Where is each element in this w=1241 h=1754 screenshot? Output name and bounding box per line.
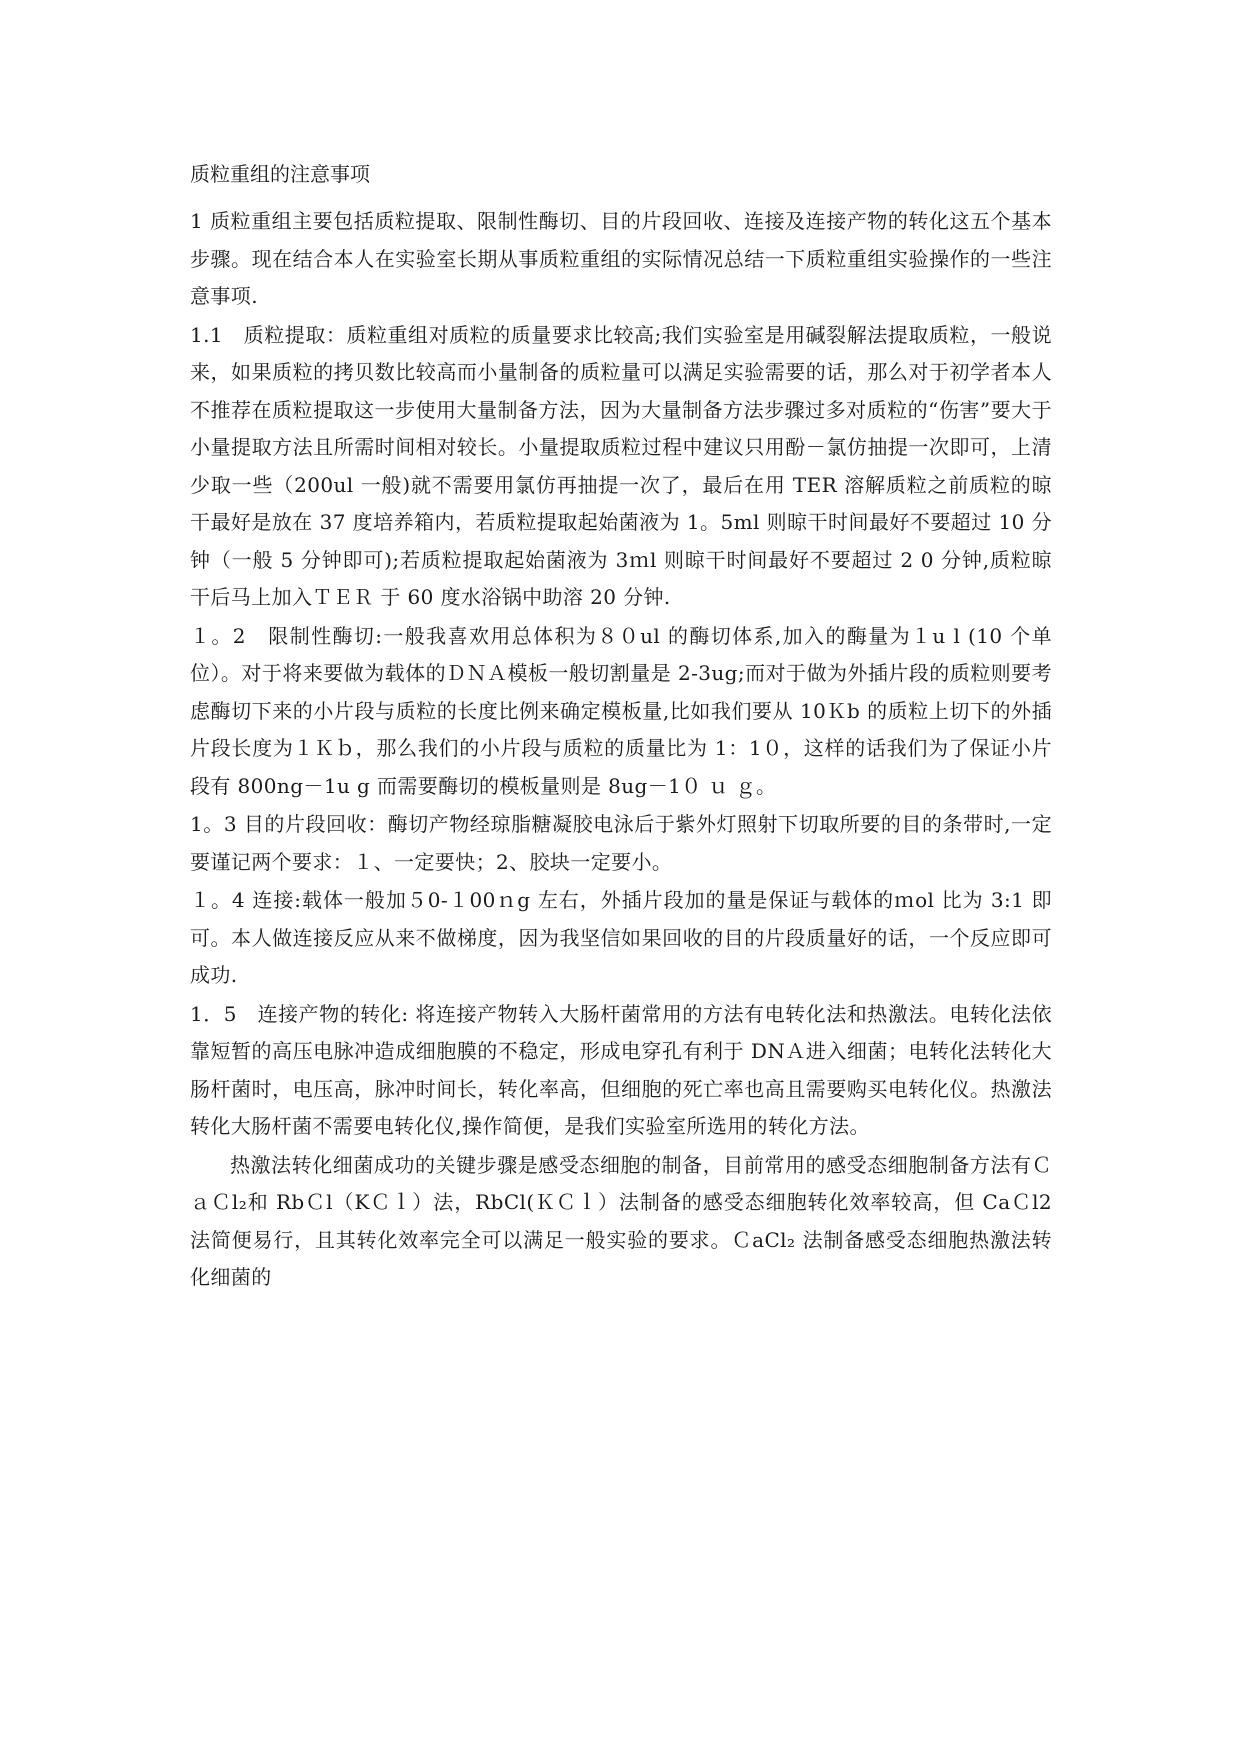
document-body <box>190 160 1052 1297</box>
document-title: 质粒重组的注意事项 <box>190 162 370 186</box>
paragraph-intro: 1 质粒重组主要包括质粒提取、限制性酶切、目的片段回收、连接及连接产物的转化这五个基本步骤。现在结合本人在实验室长期从事质粒重组的实际情况总结一下质粒重组实验操作的一些注意事项. <box>190 209 1052 308</box>
paragraph-restriction-digestion: １。2 限制性酶切:一般我喜欢用总体积为８０ul 的酶切体系,加入的酶量为１u l (10 个单位）。对于将来要做为载体的ＤＮＡ模板一般切割量是 2-3ug;而对于做为外插片段的质粒则要考虑酶切下来的小片段与质粒的长度比例来确定模板量,比如我们要从 10Ｋb 的质粒上切下的外插片段长度为１Ｋｂ，那么我们的小片段与质粒的质量比为 1：1０，这样的话我们为了保证小片段有 800ng－1u g 而需要酶切的模板量则是 8ug－1０ ｕ ｇ。 <box>190 623 1052 798</box>
paragraph-heat-shock: 热激法转化细菌成功的关键步骤是感受态细胞的制备，目前常用的感受态细胞制备方法有ＣａＣl₂和 RbＣl（KＣｌ）法，RbCl(ＫＣｌ）法制备的感受态细胞转化效率较高，但 CaＣl2 法简便易行，且其转化效率完全可以满足一般实验的要求。ＣaCl₂ 法制备感受态细胞热激法转化细菌的 <box>190 1152 1052 1289</box>
paragraph-plasmid-extraction: 1.1 质粒提取：质粒重组对质粒的质量要求比较高;我们实验室是用碱裂解法提取质粒，一般说来，如果质粒的拷贝数比较高而小量制备的质粒量可以满足实验需要的话，那么对于初学者本人不推荐在质粒提取这一步使用大量制备方法，因为大量制备方法步骤过多对质粒的“伤害”要大于小量提取方法且所需时间相对较长。小量提取质粒过程中建议只用酚－氯仿抽提一次即可，上清少取一些（200ul 一般)就不需要用氯仿再抽提一次了，最后在用 TER 溶解质粒之前质粒的晾干最好是放在 37 度培养箱内，若质粒提取起始菌液为 1。5ml 则晾干时间最好不要超过 10 分钟（一般 5 分钟即可);若质粒提取起始菌液为 3ｍl 则晾干时间最好不要超过 2 0 分钟,质粒晾干后马上加入ＴＥＲ 于 60 度水浴锅中助溶 20 分钟. <box>190 322 1052 609</box>
paragraph-fragment-recovery: 1。3 目的片段回收：酶切产物经琼脂糖凝胶电泳后于紫外灯照射下切取所要的目的条带时,一定要谨记两个要求：１、一定要快；2、胶块一定要小。 <box>190 812 1052 874</box>
paragraph-transformation: 1．5 连接产物的转化: 将连接产物转入大肠杆菌常用的方法有电转化法和热激法。电转化法依靠短暂的高压电脉冲造成细胞膜的不稳定，形成电穿孔有利于 DNＡ进入细菌；电转化法转化大肠杆菌时，电压高，脉冲时间长，转化率高，但细胞的死亡率也高且需要购买电转化仪。热激法转化大肠杆菌不需要电转化仪,操作简便，是我们实验室所选用的转化方法。 <box>190 1001 1052 1138</box>
paragraph-ligation: １。4 连接:载体一般加５0-１00ｎg 左右，外插片段加的量是保证与载体的ｍol 比为 3:1 即可。本人做连接反应从来不做梯度，因为我坚信如果回收的目的片段质量好的话，一个反应即可成功. <box>190 888 1052 987</box>
